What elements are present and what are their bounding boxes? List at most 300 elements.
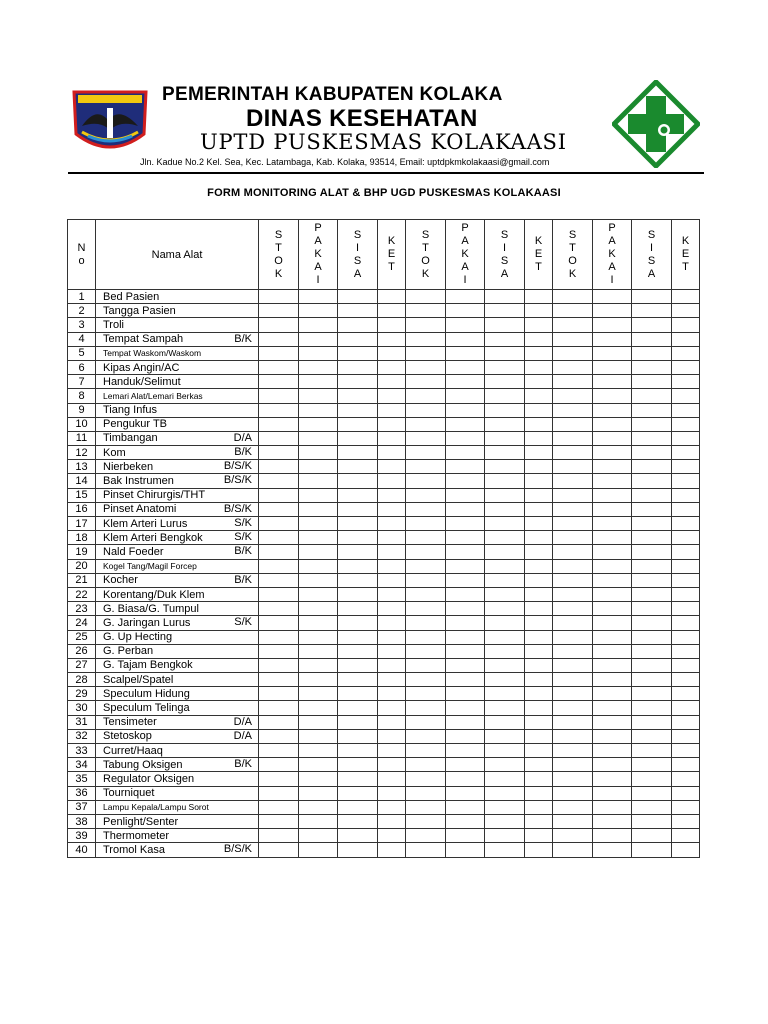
entry-cell-pakai[interactable] xyxy=(593,814,632,828)
entry-cell-pakai[interactable] xyxy=(446,772,485,786)
entry-cell-sisa[interactable] xyxy=(338,602,378,616)
entry-cell-pakai[interactable] xyxy=(299,488,338,502)
entry-cell-stok[interactable] xyxy=(259,488,299,502)
entry-cell-stok[interactable] xyxy=(553,488,593,502)
entry-cell-ket[interactable] xyxy=(378,772,406,786)
entry-cell-ket[interactable] xyxy=(525,701,553,715)
entry-cell-stok[interactable] xyxy=(406,814,446,828)
entry-cell-pakai[interactable] xyxy=(446,814,485,828)
entry-cell-sisa[interactable] xyxy=(632,701,672,715)
entry-cell-sisa[interactable] xyxy=(338,772,378,786)
entry-cell-sisa[interactable] xyxy=(632,715,672,729)
entry-cell-stok[interactable] xyxy=(259,829,299,843)
entry-cell-stok[interactable] xyxy=(553,644,593,658)
entry-cell-stok[interactable] xyxy=(553,403,593,417)
entry-cell-pakai[interactable] xyxy=(593,744,632,758)
entry-cell-ket[interactable] xyxy=(672,829,700,843)
entry-cell-pakai[interactable] xyxy=(593,290,632,304)
entry-cell-stok[interactable] xyxy=(406,346,446,360)
entry-cell-ket[interactable] xyxy=(525,389,553,403)
entry-cell-ket[interactable] xyxy=(525,616,553,630)
entry-cell-stok[interactable] xyxy=(406,729,446,743)
entry-cell-pakai[interactable] xyxy=(446,446,485,460)
entry-cell-pakai[interactable] xyxy=(446,673,485,687)
entry-cell-ket[interactable] xyxy=(672,545,700,559)
entry-cell-stok[interactable] xyxy=(259,332,299,346)
entry-cell-ket[interactable] xyxy=(378,488,406,502)
entry-cell-sisa[interactable] xyxy=(338,502,378,516)
entry-cell-pakai[interactable] xyxy=(593,332,632,346)
entry-cell-pakai[interactable] xyxy=(299,332,338,346)
entry-cell-sisa[interactable] xyxy=(485,545,525,559)
entry-cell-sisa[interactable] xyxy=(485,446,525,460)
entry-cell-ket[interactable] xyxy=(672,346,700,360)
entry-cell-sisa[interactable] xyxy=(338,559,378,573)
entry-cell-stok[interactable] xyxy=(406,772,446,786)
entry-cell-ket[interactable] xyxy=(672,290,700,304)
entry-cell-ket[interactable] xyxy=(672,403,700,417)
entry-cell-stok[interactable] xyxy=(406,616,446,630)
entry-cell-stok[interactable] xyxy=(406,517,446,531)
entry-cell-ket[interactable] xyxy=(378,701,406,715)
entry-cell-ket[interactable] xyxy=(672,786,700,800)
entry-cell-sisa[interactable] xyxy=(338,332,378,346)
entry-cell-stok[interactable] xyxy=(553,814,593,828)
entry-cell-sisa[interactable] xyxy=(485,658,525,672)
entry-cell-ket[interactable] xyxy=(525,814,553,828)
entry-cell-pakai[interactable] xyxy=(299,389,338,403)
entry-cell-stok[interactable] xyxy=(406,502,446,516)
entry-cell-pakai[interactable] xyxy=(593,517,632,531)
entry-cell-stok[interactable] xyxy=(553,616,593,630)
entry-cell-ket[interactable] xyxy=(672,715,700,729)
entry-cell-sisa[interactable] xyxy=(338,360,378,374)
entry-cell-pakai[interactable] xyxy=(299,375,338,389)
entry-cell-pakai[interactable] xyxy=(299,360,338,374)
entry-cell-ket[interactable] xyxy=(378,431,406,445)
entry-cell-stok[interactable] xyxy=(406,644,446,658)
entry-cell-sisa[interactable] xyxy=(485,772,525,786)
entry-cell-stok[interactable] xyxy=(553,517,593,531)
entry-cell-ket[interactable] xyxy=(525,744,553,758)
entry-cell-pakai[interactable] xyxy=(299,431,338,445)
entry-cell-pakai[interactable] xyxy=(446,502,485,516)
entry-cell-stok[interactable] xyxy=(259,446,299,460)
entry-cell-ket[interactable] xyxy=(672,573,700,587)
entry-cell-ket[interactable] xyxy=(525,531,553,545)
entry-cell-ket[interactable] xyxy=(672,360,700,374)
entry-cell-pakai[interactable] xyxy=(446,587,485,601)
entry-cell-ket[interactable] xyxy=(672,559,700,573)
entry-cell-stok[interactable] xyxy=(553,431,593,445)
entry-cell-pakai[interactable] xyxy=(299,446,338,460)
entry-cell-ket[interactable] xyxy=(378,502,406,516)
entry-cell-ket[interactable] xyxy=(525,800,553,814)
entry-cell-stok[interactable] xyxy=(406,375,446,389)
entry-cell-stok[interactable] xyxy=(553,417,593,431)
entry-cell-stok[interactable] xyxy=(259,389,299,403)
entry-cell-stok[interactable] xyxy=(259,304,299,318)
entry-cell-sisa[interactable] xyxy=(338,573,378,587)
entry-cell-pakai[interactable] xyxy=(299,304,338,318)
entry-cell-sisa[interactable] xyxy=(338,403,378,417)
entry-cell-stok[interactable] xyxy=(553,729,593,743)
entry-cell-sisa[interactable] xyxy=(632,616,672,630)
entry-cell-ket[interactable] xyxy=(672,431,700,445)
entry-cell-pakai[interactable] xyxy=(593,843,632,857)
entry-cell-pakai[interactable] xyxy=(299,545,338,559)
entry-cell-stok[interactable] xyxy=(259,460,299,474)
entry-cell-ket[interactable] xyxy=(672,814,700,828)
entry-cell-sisa[interactable] xyxy=(338,814,378,828)
entry-cell-stok[interactable] xyxy=(259,417,299,431)
entry-cell-stok[interactable] xyxy=(259,630,299,644)
entry-cell-pakai[interactable] xyxy=(593,673,632,687)
entry-cell-pakai[interactable] xyxy=(593,346,632,360)
entry-cell-stok[interactable] xyxy=(553,389,593,403)
entry-cell-ket[interactable] xyxy=(525,602,553,616)
entry-cell-pakai[interactable] xyxy=(446,531,485,545)
entry-cell-sisa[interactable] xyxy=(632,531,672,545)
entry-cell-stok[interactable] xyxy=(553,687,593,701)
entry-cell-stok[interactable] xyxy=(259,346,299,360)
entry-cell-sisa[interactable] xyxy=(338,758,378,772)
entry-cell-pakai[interactable] xyxy=(446,602,485,616)
entry-cell-stok[interactable] xyxy=(406,290,446,304)
entry-cell-ket[interactable] xyxy=(525,446,553,460)
entry-cell-stok[interactable] xyxy=(406,573,446,587)
entry-cell-stok[interactable] xyxy=(553,346,593,360)
entry-cell-ket[interactable] xyxy=(525,658,553,672)
entry-cell-pakai[interactable] xyxy=(593,715,632,729)
entry-cell-pakai[interactable] xyxy=(446,687,485,701)
entry-cell-stok[interactable] xyxy=(553,715,593,729)
entry-cell-sisa[interactable] xyxy=(338,786,378,800)
entry-cell-stok[interactable] xyxy=(259,502,299,516)
entry-cell-pakai[interactable] xyxy=(299,772,338,786)
entry-cell-stok[interactable] xyxy=(553,587,593,601)
entry-cell-ket[interactable] xyxy=(378,715,406,729)
entry-cell-ket[interactable] xyxy=(378,318,406,332)
entry-cell-ket[interactable] xyxy=(378,843,406,857)
entry-cell-pakai[interactable] xyxy=(593,304,632,318)
entry-cell-sisa[interactable] xyxy=(338,644,378,658)
entry-cell-sisa[interactable] xyxy=(338,446,378,460)
entry-cell-pakai[interactable] xyxy=(299,729,338,743)
entry-cell-sisa[interactable] xyxy=(338,658,378,672)
entry-cell-stok[interactable] xyxy=(406,630,446,644)
entry-cell-sisa[interactable] xyxy=(338,744,378,758)
entry-cell-stok[interactable] xyxy=(406,389,446,403)
entry-cell-stok[interactable] xyxy=(553,602,593,616)
entry-cell-ket[interactable] xyxy=(672,800,700,814)
entry-cell-pakai[interactable] xyxy=(593,460,632,474)
entry-cell-ket[interactable] xyxy=(378,559,406,573)
entry-cell-sisa[interactable] xyxy=(632,573,672,587)
entry-cell-stok[interactable] xyxy=(406,843,446,857)
entry-cell-pakai[interactable] xyxy=(446,389,485,403)
entry-cell-ket[interactable] xyxy=(525,772,553,786)
entry-cell-stok[interactable] xyxy=(406,829,446,843)
entry-cell-pakai[interactable] xyxy=(299,843,338,857)
entry-cell-pakai[interactable] xyxy=(593,786,632,800)
entry-cell-stok[interactable] xyxy=(406,587,446,601)
entry-cell-sisa[interactable] xyxy=(485,332,525,346)
entry-cell-stok[interactable] xyxy=(553,658,593,672)
entry-cell-ket[interactable] xyxy=(378,658,406,672)
entry-cell-ket[interactable] xyxy=(672,616,700,630)
entry-cell-stok[interactable] xyxy=(259,545,299,559)
entry-cell-sisa[interactable] xyxy=(632,630,672,644)
entry-cell-pakai[interactable] xyxy=(446,403,485,417)
entry-cell-sisa[interactable] xyxy=(485,630,525,644)
entry-cell-ket[interactable] xyxy=(672,687,700,701)
entry-cell-stok[interactable] xyxy=(553,559,593,573)
entry-cell-pakai[interactable] xyxy=(299,460,338,474)
entry-cell-sisa[interactable] xyxy=(632,304,672,318)
entry-cell-sisa[interactable] xyxy=(485,417,525,431)
entry-cell-sisa[interactable] xyxy=(632,644,672,658)
entry-cell-sisa[interactable] xyxy=(338,715,378,729)
entry-cell-pakai[interactable] xyxy=(593,474,632,488)
entry-cell-sisa[interactable] xyxy=(632,843,672,857)
entry-cell-stok[interactable] xyxy=(259,431,299,445)
entry-cell-ket[interactable] xyxy=(525,332,553,346)
entry-cell-ket[interactable] xyxy=(672,673,700,687)
entry-cell-ket[interactable] xyxy=(378,403,406,417)
entry-cell-pakai[interactable] xyxy=(593,375,632,389)
entry-cell-pakai[interactable] xyxy=(593,829,632,843)
entry-cell-sisa[interactable] xyxy=(338,800,378,814)
entry-cell-stok[interactable] xyxy=(553,474,593,488)
entry-cell-stok[interactable] xyxy=(406,701,446,715)
entry-cell-stok[interactable] xyxy=(259,772,299,786)
entry-cell-ket[interactable] xyxy=(672,474,700,488)
entry-cell-sisa[interactable] xyxy=(338,389,378,403)
entry-cell-sisa[interactable] xyxy=(485,431,525,445)
entry-cell-pakai[interactable] xyxy=(299,573,338,587)
entry-cell-ket[interactable] xyxy=(525,460,553,474)
entry-cell-ket[interactable] xyxy=(378,587,406,601)
entry-cell-sisa[interactable] xyxy=(485,843,525,857)
entry-cell-pakai[interactable] xyxy=(446,545,485,559)
entry-cell-ket[interactable] xyxy=(525,843,553,857)
entry-cell-pakai[interactable] xyxy=(446,573,485,587)
entry-cell-pakai[interactable] xyxy=(299,687,338,701)
entry-cell-sisa[interactable] xyxy=(632,729,672,743)
entry-cell-stok[interactable] xyxy=(406,360,446,374)
entry-cell-stok[interactable] xyxy=(406,744,446,758)
entry-cell-ket[interactable] xyxy=(525,758,553,772)
entry-cell-sisa[interactable] xyxy=(485,673,525,687)
entry-cell-stok[interactable] xyxy=(259,729,299,743)
entry-cell-sisa[interactable] xyxy=(632,559,672,573)
entry-cell-sisa[interactable] xyxy=(338,729,378,743)
entry-cell-ket[interactable] xyxy=(525,573,553,587)
entry-cell-stok[interactable] xyxy=(553,304,593,318)
entry-cell-ket[interactable] xyxy=(525,786,553,800)
entry-cell-pakai[interactable] xyxy=(446,474,485,488)
entry-cell-ket[interactable] xyxy=(378,545,406,559)
entry-cell-ket[interactable] xyxy=(378,531,406,545)
entry-cell-pakai[interactable] xyxy=(299,502,338,516)
entry-cell-ket[interactable] xyxy=(378,630,406,644)
entry-cell-stok[interactable] xyxy=(553,744,593,758)
entry-cell-sisa[interactable] xyxy=(632,474,672,488)
entry-cell-pakai[interactable] xyxy=(593,644,632,658)
entry-cell-sisa[interactable] xyxy=(338,531,378,545)
entry-cell-pakai[interactable] xyxy=(446,360,485,374)
entry-cell-ket[interactable] xyxy=(378,474,406,488)
entry-cell-stok[interactable] xyxy=(406,673,446,687)
entry-cell-sisa[interactable] xyxy=(632,332,672,346)
entry-cell-pakai[interactable] xyxy=(446,417,485,431)
entry-cell-sisa[interactable] xyxy=(485,687,525,701)
entry-cell-ket[interactable] xyxy=(672,318,700,332)
entry-cell-pakai[interactable] xyxy=(593,602,632,616)
entry-cell-pakai[interactable] xyxy=(593,616,632,630)
entry-cell-stok[interactable] xyxy=(259,573,299,587)
entry-cell-stok[interactable] xyxy=(406,474,446,488)
entry-cell-sisa[interactable] xyxy=(485,814,525,828)
entry-cell-ket[interactable] xyxy=(672,446,700,460)
entry-cell-sisa[interactable] xyxy=(338,375,378,389)
entry-cell-pakai[interactable] xyxy=(446,744,485,758)
entry-cell-stok[interactable] xyxy=(259,559,299,573)
entry-cell-sisa[interactable] xyxy=(485,375,525,389)
entry-cell-ket[interactable] xyxy=(378,375,406,389)
entry-cell-sisa[interactable] xyxy=(338,843,378,857)
entry-cell-stok[interactable] xyxy=(406,318,446,332)
entry-cell-stok[interactable] xyxy=(553,573,593,587)
entry-cell-pakai[interactable] xyxy=(299,474,338,488)
entry-cell-pakai[interactable] xyxy=(299,701,338,715)
entry-cell-sisa[interactable] xyxy=(338,417,378,431)
entry-cell-pakai[interactable] xyxy=(446,616,485,630)
entry-cell-ket[interactable] xyxy=(525,474,553,488)
entry-cell-ket[interactable] xyxy=(672,701,700,715)
entry-cell-sisa[interactable] xyxy=(632,460,672,474)
entry-cell-pakai[interactable] xyxy=(299,800,338,814)
entry-cell-pakai[interactable] xyxy=(593,772,632,786)
entry-cell-stok[interactable] xyxy=(259,531,299,545)
entry-cell-pakai[interactable] xyxy=(593,531,632,545)
entry-cell-stok[interactable] xyxy=(553,800,593,814)
entry-cell-pakai[interactable] xyxy=(446,375,485,389)
entry-cell-sisa[interactable] xyxy=(632,346,672,360)
entry-cell-ket[interactable] xyxy=(525,673,553,687)
entry-cell-pakai[interactable] xyxy=(446,658,485,672)
entry-cell-sisa[interactable] xyxy=(632,758,672,772)
entry-cell-sisa[interactable] xyxy=(632,545,672,559)
entry-cell-sisa[interactable] xyxy=(338,701,378,715)
entry-cell-sisa[interactable] xyxy=(485,559,525,573)
entry-cell-pakai[interactable] xyxy=(593,417,632,431)
entry-cell-stok[interactable] xyxy=(406,545,446,559)
entry-cell-sisa[interactable] xyxy=(632,517,672,531)
entry-cell-pakai[interactable] xyxy=(299,531,338,545)
entry-cell-ket[interactable] xyxy=(525,290,553,304)
entry-cell-sisa[interactable] xyxy=(632,786,672,800)
entry-cell-sisa[interactable] xyxy=(632,403,672,417)
entry-cell-sisa[interactable] xyxy=(338,587,378,601)
entry-cell-ket[interactable] xyxy=(378,729,406,743)
entry-cell-ket[interactable] xyxy=(378,389,406,403)
entry-cell-pakai[interactable] xyxy=(299,658,338,672)
entry-cell-stok[interactable] xyxy=(553,332,593,346)
entry-cell-ket[interactable] xyxy=(672,630,700,644)
entry-cell-pakai[interactable] xyxy=(593,729,632,743)
entry-cell-stok[interactable] xyxy=(406,658,446,672)
entry-cell-stok[interactable] xyxy=(553,375,593,389)
entry-cell-ket[interactable] xyxy=(525,587,553,601)
entry-cell-pakai[interactable] xyxy=(299,630,338,644)
entry-cell-sisa[interactable] xyxy=(485,360,525,374)
entry-cell-pakai[interactable] xyxy=(446,829,485,843)
entry-cell-ket[interactable] xyxy=(378,517,406,531)
entry-cell-ket[interactable] xyxy=(378,744,406,758)
entry-cell-stok[interactable] xyxy=(406,304,446,318)
entry-cell-ket[interactable] xyxy=(378,616,406,630)
entry-cell-stok[interactable] xyxy=(553,545,593,559)
entry-cell-pakai[interactable] xyxy=(299,644,338,658)
entry-cell-pakai[interactable] xyxy=(299,814,338,828)
entry-cell-pakai[interactable] xyxy=(299,559,338,573)
entry-cell-pakai[interactable] xyxy=(299,602,338,616)
entry-cell-ket[interactable] xyxy=(672,744,700,758)
entry-cell-sisa[interactable] xyxy=(338,630,378,644)
entry-cell-sisa[interactable] xyxy=(632,446,672,460)
entry-cell-pakai[interactable] xyxy=(593,389,632,403)
entry-cell-stok[interactable] xyxy=(553,502,593,516)
entry-cell-sisa[interactable] xyxy=(632,318,672,332)
entry-cell-sisa[interactable] xyxy=(338,460,378,474)
entry-cell-pakai[interactable] xyxy=(446,843,485,857)
entry-cell-ket[interactable] xyxy=(525,502,553,516)
entry-cell-stok[interactable] xyxy=(259,758,299,772)
entry-cell-pakai[interactable] xyxy=(593,502,632,516)
entry-cell-stok[interactable] xyxy=(259,800,299,814)
entry-cell-pakai[interactable] xyxy=(446,786,485,800)
entry-cell-ket[interactable] xyxy=(525,488,553,502)
entry-cell-ket[interactable] xyxy=(378,304,406,318)
entry-cell-sisa[interactable] xyxy=(485,587,525,601)
entry-cell-stok[interactable] xyxy=(406,431,446,445)
entry-cell-sisa[interactable] xyxy=(485,488,525,502)
entry-cell-stok[interactable] xyxy=(259,517,299,531)
entry-cell-sisa[interactable] xyxy=(338,431,378,445)
entry-cell-stok[interactable] xyxy=(553,290,593,304)
entry-cell-ket[interactable] xyxy=(672,602,700,616)
entry-cell-stok[interactable] xyxy=(259,673,299,687)
entry-cell-stok[interactable] xyxy=(553,318,593,332)
entry-cell-stok[interactable] xyxy=(406,715,446,729)
entry-cell-stok[interactable] xyxy=(406,403,446,417)
entry-cell-sisa[interactable] xyxy=(485,502,525,516)
entry-cell-sisa[interactable] xyxy=(338,474,378,488)
entry-cell-sisa[interactable] xyxy=(338,829,378,843)
entry-cell-pakai[interactable] xyxy=(593,488,632,502)
entry-cell-ket[interactable] xyxy=(378,346,406,360)
entry-cell-stok[interactable] xyxy=(259,375,299,389)
entry-cell-sisa[interactable] xyxy=(338,346,378,360)
entry-cell-pakai[interactable] xyxy=(446,517,485,531)
entry-cell-ket[interactable] xyxy=(378,332,406,346)
entry-cell-stok[interactable] xyxy=(553,843,593,857)
entry-cell-pakai[interactable] xyxy=(593,687,632,701)
entry-cell-stok[interactable] xyxy=(406,488,446,502)
entry-cell-ket[interactable] xyxy=(672,531,700,545)
